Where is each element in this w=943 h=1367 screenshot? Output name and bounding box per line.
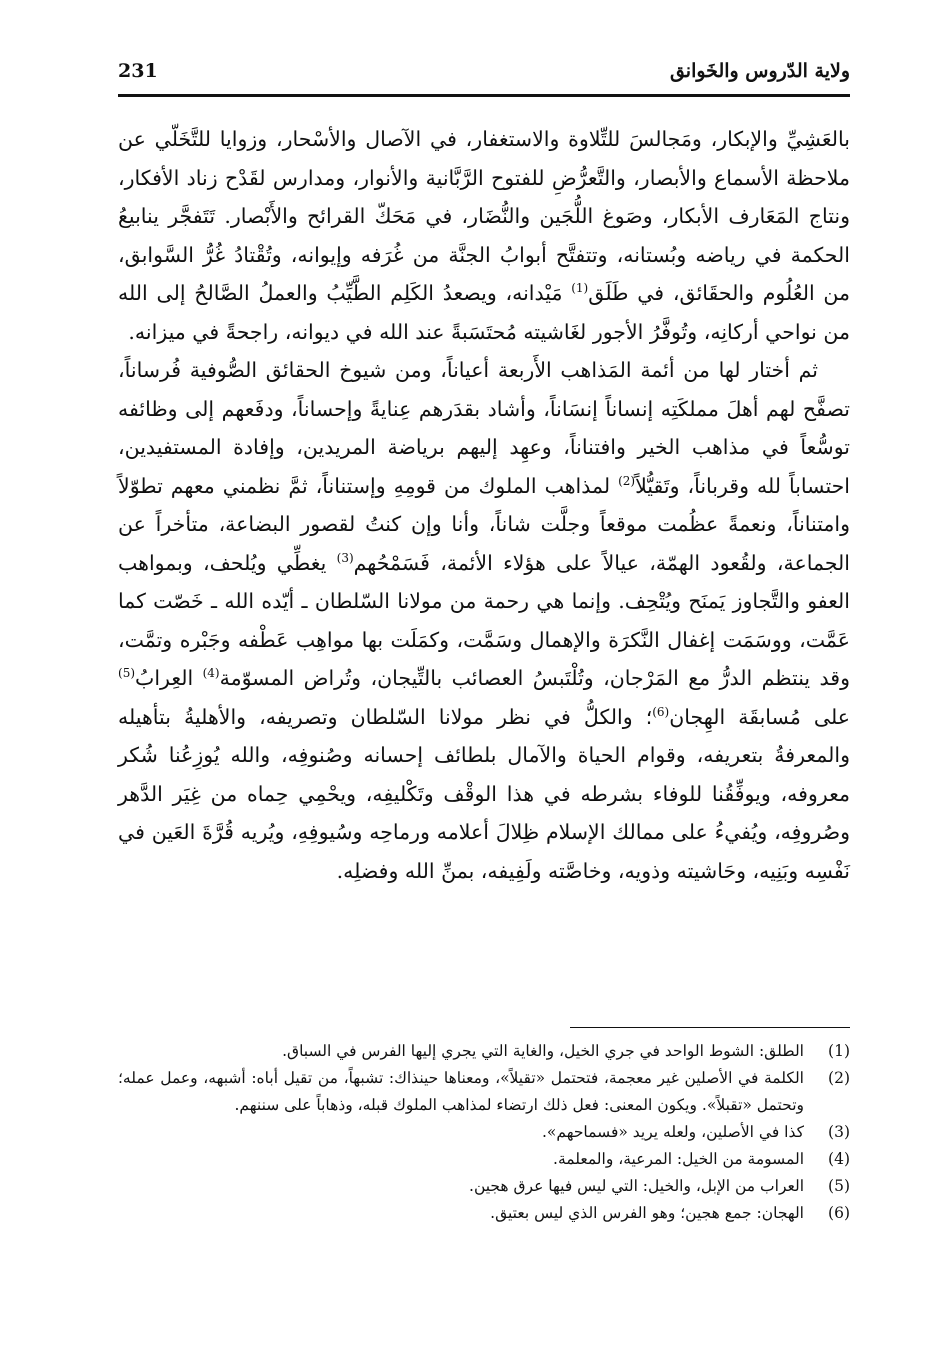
main-text [118,120,850,890]
footnote-number: (2) [828,1069,850,1087]
paragraph-2-text-4: العِرابُ [135,666,203,690]
page-header [118,52,850,90]
footnote-ref-2: (2) [618,473,636,488]
paragraph-2 [118,351,850,890]
footnote-ref-3: (3) [336,550,354,565]
footnote [118,1200,850,1227]
paragraph-2-text-2: لمذاهب الملوك من قومِهِ وإستناناً، ثمَّ نظمني معهم تطوّلاً وامتناناً، ونعمةً عظُمت موقعاً وجلَّت شاناً، وأنا وإن كنتُ لقصور البضاعة، متأخراً عن الجماعة، ولقُعود الهمّة، عيالاً على هؤلاء الأئمة، فَسَمْحُهم [118,473,850,575]
footnote-ref-4: (4) [202,666,220,681]
footnotes [118,1038,850,1227]
paragraph-1 [118,120,850,351]
paragraph-1-text-2: مَيْدانه، ويصعدُ الكَلِم الطَّيِّبُ والعملُ الصَّالحُ إلى الله من نواحي أركانِه، وتُوفَّرُ الأجور لغَاشيته مُحتَسَبةً عند الله في ديوانه، راجحةً في ميزانه. [118,281,850,344]
footnote-ref-1: (1) [571,281,589,296]
footnote-text: العراب من الإبل، والخيل: التي ليس فيها عرق هجين. [469,1177,804,1195]
footnote-number: (4) [828,1150,850,1168]
footnote-number: (1) [828,1042,850,1060]
running-title: ولاية الدّروس والخَوانق [669,60,850,82]
footnote-separator [570,1027,850,1028]
paragraph-1-text-1: بالعَشِيِّ والإبكار، ومَجالسَ للتِّلاوة والاستغفار، في الآصال والأسْحار، وزوايا للتَّخَلّي عن ملاحظة الأسماع والأبصار، والتَّعرُّضِ للفتوح الرَّبَّانية والأنوار، ومدارس لقَدْح زناد الأفكار، ونتاج المَعَارف الأبكار، وصَوغ اللُّجَين والنُّضَار، في مَحَكّ القرائح والأَبْصار. تَتَفجَّر ينابيعُ الحكمة في رياضه وبُستانه، وتتفتَّح أبوابُ الجنَّة من غُرَفه وإيوانه، وتُقْتادُ غُرُّ السَّوابق، من العُلُوم والحقَائق، في طَلَق [118,127,851,305]
page-number: 231 [118,60,158,82]
paragraph-2-text-5: على مُسابقَة الهِجان [669,704,850,729]
footnote-text: الهجان: جمع هجين؛ وهو الفرس الذي ليس بعتيق. [490,1204,804,1222]
footnote-number: (5) [828,1177,850,1195]
paragraph-2-text-3: يغطِّي ويُلحف، وبمواهب العفو والتَّجاوز يَمنَح ويُتْحِف. وإنما هي رحمة من مولانا السّلطان ـ أيّده الله ـ خَصّت كما عَمَّت، ووسَمَت إغفال النَّكرَة والإهمال وسَمَّت، وكمَلَت بها مواهِب عَطْفه وجَبْره وتمَّت، وقد ينتظم الدرُّ مع المَرْجان، وتُلْتَبسُ العصائب بالتِّيجان، وتُراض المسوّمة [118,550,851,690]
footnote-text: المسومة من الخيل: المرعية، والمعلمة. [553,1150,804,1168]
paragraph-2-text-6: ؛ والكلُّ في نظر مولانا السّلطان وتصريفه، والأهليةُ بتأهيله والمعرفةُ بتعريفه، وقوام الحياة والآمال بلطائف إحسانه وصُنوفِه، والله يُوزِعُنا شُكر معروفه، ويوفِّقُنا للوفاء بشرطه في هذا الوقْف وتَكْليفِه، ويحْمِي حِماه من غِيَر الدَّهر وصُروفِه، ويُفيءُ على ممالك الإسلام ظِلالَ أعلامه ورماحِه وسُيوفِهِ، ويُريه قُرَّةَ العَين في نَفْسِه وبَنِيه، وحَاشيته وذويه، وخاصَّته ولَفِيفه، بمنِّ الله وفضلِه. [118,704,850,883]
footnote-text: الطلق: الشوط الواحد في جري الخيل، والغاية التي يجري إليها الفرس في السباق. [282,1042,804,1060]
footnote [118,1146,850,1173]
footnote [118,1065,850,1119]
footnote-number: (3) [828,1123,850,1141]
footnote [118,1173,850,1200]
header-rule [118,94,850,97]
footnote-number: (6) [828,1204,850,1222]
footnote [118,1038,850,1065]
footnote-ref-5: (5) [118,666,136,681]
footnote-ref-6: (6) [652,704,670,719]
footnote [118,1119,850,1146]
footnote-text: الكلمة في الأصلين غير معجمة، فتحتمل «تقيلاً»، ومعناها حينذاك: تشبهاً، من تقيل أباه: أشبهه، وعمل عمله؛ وتحتمل «تقبلاً». ويكون المعنى: فعل ذلك ارتضاء لمذاهب الملوك قبله، وذهاباً على سننهم. [118,1069,804,1114]
footnote-text: كذا في الأصلين، ولعله يريد «فسماحهم». [541,1123,804,1141]
paragraph-2-text-1: ثم أختار لها من أئمة المَذاهب الأَربعة أعياناً، ومن شيوخ الحقائق الصُّوفية فُرساناً، تصفَّح لهم أهلَ مملكَتِه إنساناً إنسَاناً، وأشاد بقدَرهم عِنايةً وإحساناً، ودفَعهم إلى وظائفه توسُّعاً في مذاهب الخير وافتناناً، وعهِد إليهم برياضة المريدين، وإفادة المستفيدين، احتساباً لله وقرباناً، وتَقيُّلاً [118,358,851,498]
